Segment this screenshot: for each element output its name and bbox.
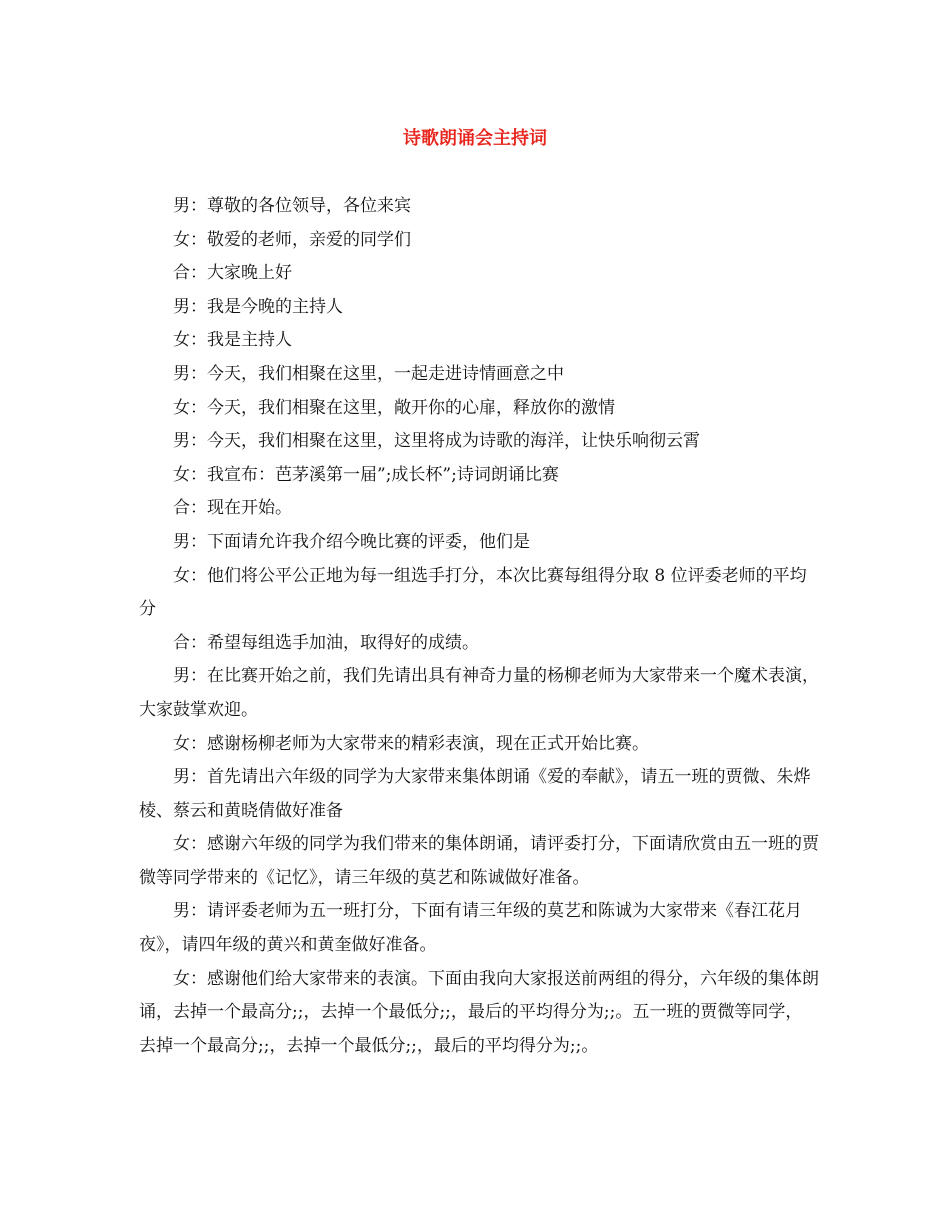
paragraph: 女：敬爱的老师，亲爱的同学们: [173, 229, 411, 250]
document-body: [139, 190, 819, 1063]
paragraph: 男：下面请允许我介绍今晚比赛的评委，他们是: [173, 531, 530, 552]
paragraph: 女：今天，我们相聚在这里，敞开你的心扉，释放你的激情: [173, 397, 615, 418]
paragraph: 男：我是今晚的主持人: [173, 296, 343, 317]
paragraph: 男：首先请出六年级的同学为大家带来集体朗诵《爱的奉献》，请五一班的贾微、朱烨棱、蔡云和黄晓倩做好准备: [139, 767, 811, 821]
paragraph: 合：现在开始。: [173, 498, 292, 519]
paragraph: 女：感谢他们给大家带来的表演。下面由我向大家报送前两组的得分，六年级的集体朗诵，去掉一个最高分;;，去掉一个最低分;;，最后的平均得分为;;。五一班的贾微等同学，去掉一个最高分;;，去掉一个最低分;;，最后的平均得分为;;。: [139, 968, 819, 1056]
paragraph: 合：希望每组选手加油，取得好的成绩。: [173, 632, 479, 653]
paragraph: 男：尊敬的各位领导，各位来宾: [173, 196, 411, 216]
paragraph: 男：请评委老师为五一班打分，下面有请三年级的莫艺和陈诚为大家带来《春江花月夜》，请四年级的黄兴和黄奎做好准备。: [139, 901, 802, 956]
paragraph: 男：今天，我们相聚在这里，这里将成为诗歌的海洋，让快乐响彻云霄: [173, 431, 700, 452]
paragraph: 女：我是主持人: [173, 330, 292, 351]
document-title: 诗歌朗诵会主持词: [403, 128, 547, 149]
paragraph: 合：大家晚上好: [173, 263, 292, 284]
paragraph: 女：感谢杨柳老师为大家带来的精彩表演，现在正式开始比赛。: [173, 733, 649, 754]
paragraph: 女：感谢六年级的同学为我们带来的集体朗诵，请评委打分，下面请欣赏由五一班的贾微等同学带来的《记忆》，请三年级的莫艺和陈诚做好准备。: [139, 834, 819, 888]
paragraph: 男：在比赛开始之前，我们先请出具有神奇力量的杨柳老师为大家带来一个魔术表演，大家鼓掌欢迎。: [139, 666, 819, 720]
paragraph: 男：今天，我们相聚在这里，一起走进诗情画意之中: [173, 363, 564, 384]
paragraph: 女：他们将公平公正地为每一组选手打分，本次比赛每组得分取 8 位评委老师的平均分: [139, 565, 807, 620]
paragraph: 女：我宣布：芭茅溪第一届”;成长杯”;诗词朗诵比赛: [173, 464, 559, 485]
